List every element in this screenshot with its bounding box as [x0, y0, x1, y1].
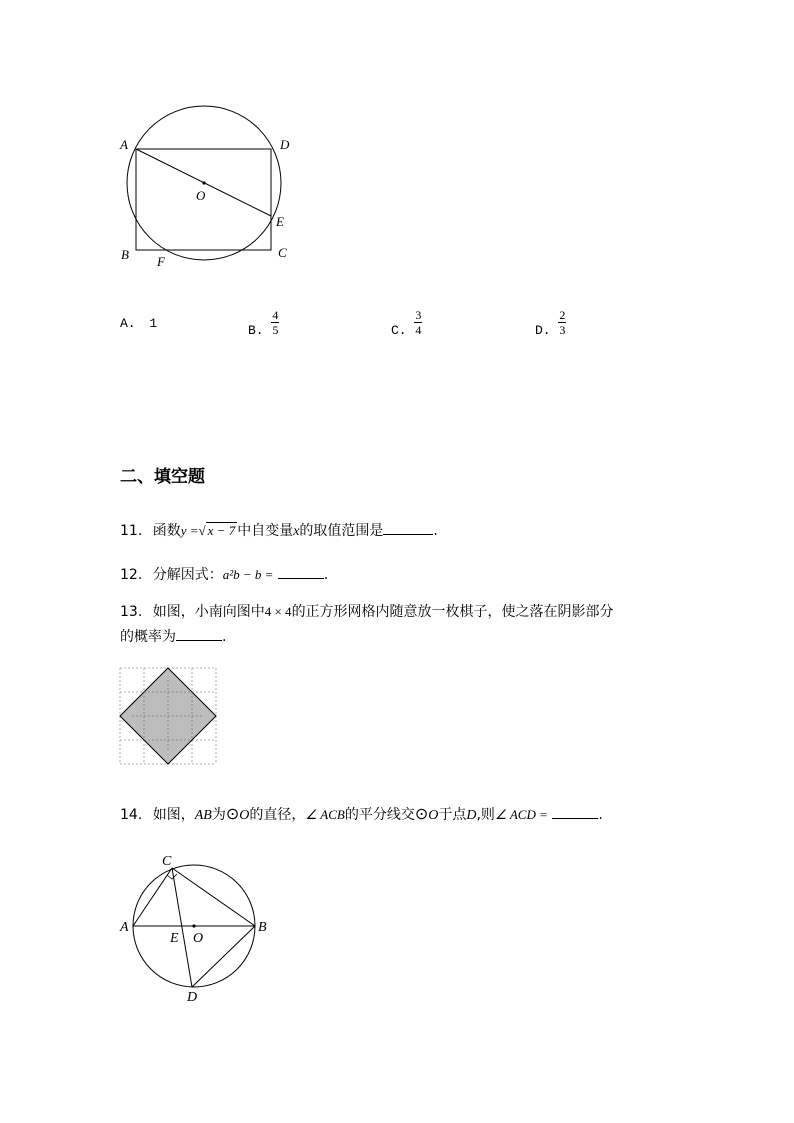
q11-text-mid: 中自变量 [237, 523, 294, 539]
label-c-2: C [162, 854, 172, 869]
figure-circle-bisector [110, 848, 280, 1008]
q14-then: ,则 [476, 807, 495, 823]
chord-cd [172, 868, 192, 987]
option-b-letter: B. [248, 322, 264, 338]
q13-line2: 的概率为 [120, 629, 176, 645]
q13-grid-expr: 4 × 4 [264, 604, 292, 619]
option-b-fraction [271, 309, 279, 336]
q14-ab: AB [194, 808, 212, 823]
q14-wei: 为 [211, 807, 226, 823]
q11-text-after: 的取值范围是 [299, 523, 384, 539]
q14-end: . [598, 807, 603, 823]
label-e-2: E [170, 931, 179, 946]
label-a-2: A [120, 920, 129, 935]
q14-circle-o: O [239, 808, 250, 823]
q11-formula-lhs: y = [180, 523, 199, 538]
q14-angle2: ∠ ACD = [494, 807, 548, 822]
option-c-denominator: 4 [415, 323, 422, 337]
q13-answer-blank[interactable] [176, 628, 222, 641]
label-d: D [280, 137, 290, 152]
q12-end: . [323, 567, 329, 583]
chord-cb [172, 868, 255, 926]
label-f: F [157, 254, 165, 269]
q13-line1-after: 的正方形网格内随意放一枚棋子，使之落在阴影部分 [291, 604, 614, 620]
label-c: C [278, 245, 287, 260]
q13-number: 13. [120, 604, 143, 620]
option-b-denominator: 5 [272, 323, 279, 337]
q11-var: x [293, 524, 300, 539]
option-b[interactable] [248, 309, 279, 338]
label-o: O [196, 188, 206, 203]
q14-circle-symbol-2: ⊙ [414, 804, 429, 823]
label-e: E [276, 214, 284, 229]
question-13-line1 [120, 601, 614, 621]
option-d-letter: D. [535, 322, 551, 338]
label-b-2: B [258, 920, 267, 935]
option-b-numerator: 4 [272, 308, 279, 322]
label-d-2: D [187, 990, 198, 1005]
q12-number: 12. [120, 567, 143, 583]
q14-text-before: 如图， [152, 807, 195, 823]
q12-formula: a²b − b = [222, 567, 274, 582]
q11-answer-blank[interactable] [383, 522, 433, 535]
option-d[interactable] [535, 309, 566, 338]
option-d-numerator: 2 [559, 308, 566, 322]
section-title: 二、填空题 [120, 467, 205, 487]
option-c-letter: C. [391, 322, 407, 338]
q13-line1-before: 如图，小南向图中 [152, 604, 265, 620]
label-a: A [120, 137, 128, 152]
option-a[interactable] [120, 316, 157, 331]
q13-end: . [222, 629, 227, 645]
center-dot-2 [192, 924, 195, 927]
q11-text-before: 函数 [152, 523, 181, 539]
q14-circle-o2: O [428, 808, 439, 823]
chord-ca [133, 868, 172, 926]
center-dot [202, 181, 205, 184]
q14-at-point: 于点 [438, 807, 467, 823]
option-c-fraction [414, 309, 422, 336]
option-a-letter: A. [120, 316, 136, 331]
label-o-2: O [193, 931, 204, 946]
figure-circle-rectangle [110, 100, 310, 275]
option-d-denominator: 3 [559, 323, 566, 337]
q12-text-before: 分解因式： [152, 567, 223, 583]
q14-point-d: D [466, 808, 477, 823]
figure-grid-diamond [118, 666, 218, 766]
question-12 [120, 564, 328, 584]
q14-angle1: ∠ ACB [305, 807, 345, 822]
q12-answer-blank[interactable] [278, 566, 324, 579]
q11-radical: √ x − 7 [198, 523, 236, 538]
q11-end: . [433, 523, 438, 539]
right-angle-mark [167, 874, 177, 879]
q14-answer-blank[interactable] [552, 806, 598, 819]
question-13-line2 [120, 626, 226, 646]
label-b: B [121, 247, 129, 262]
q14-circle-symbol: ⊙ [225, 804, 240, 823]
q14-bisector: 的平分线交 [344, 807, 415, 823]
option-c-numerator: 3 [415, 308, 422, 322]
q11-radicand: x − 7 [207, 523, 236, 538]
question-14 [120, 804, 603, 824]
q14-number: 14. [120, 807, 143, 823]
question-11 [120, 520, 438, 540]
option-a-value: 1 [149, 316, 158, 331]
option-d-fraction [558, 309, 566, 336]
q14-diameter: 的直径， [249, 807, 306, 823]
q11-number: 11. [120, 523, 143, 539]
option-c[interactable] [391, 309, 422, 338]
